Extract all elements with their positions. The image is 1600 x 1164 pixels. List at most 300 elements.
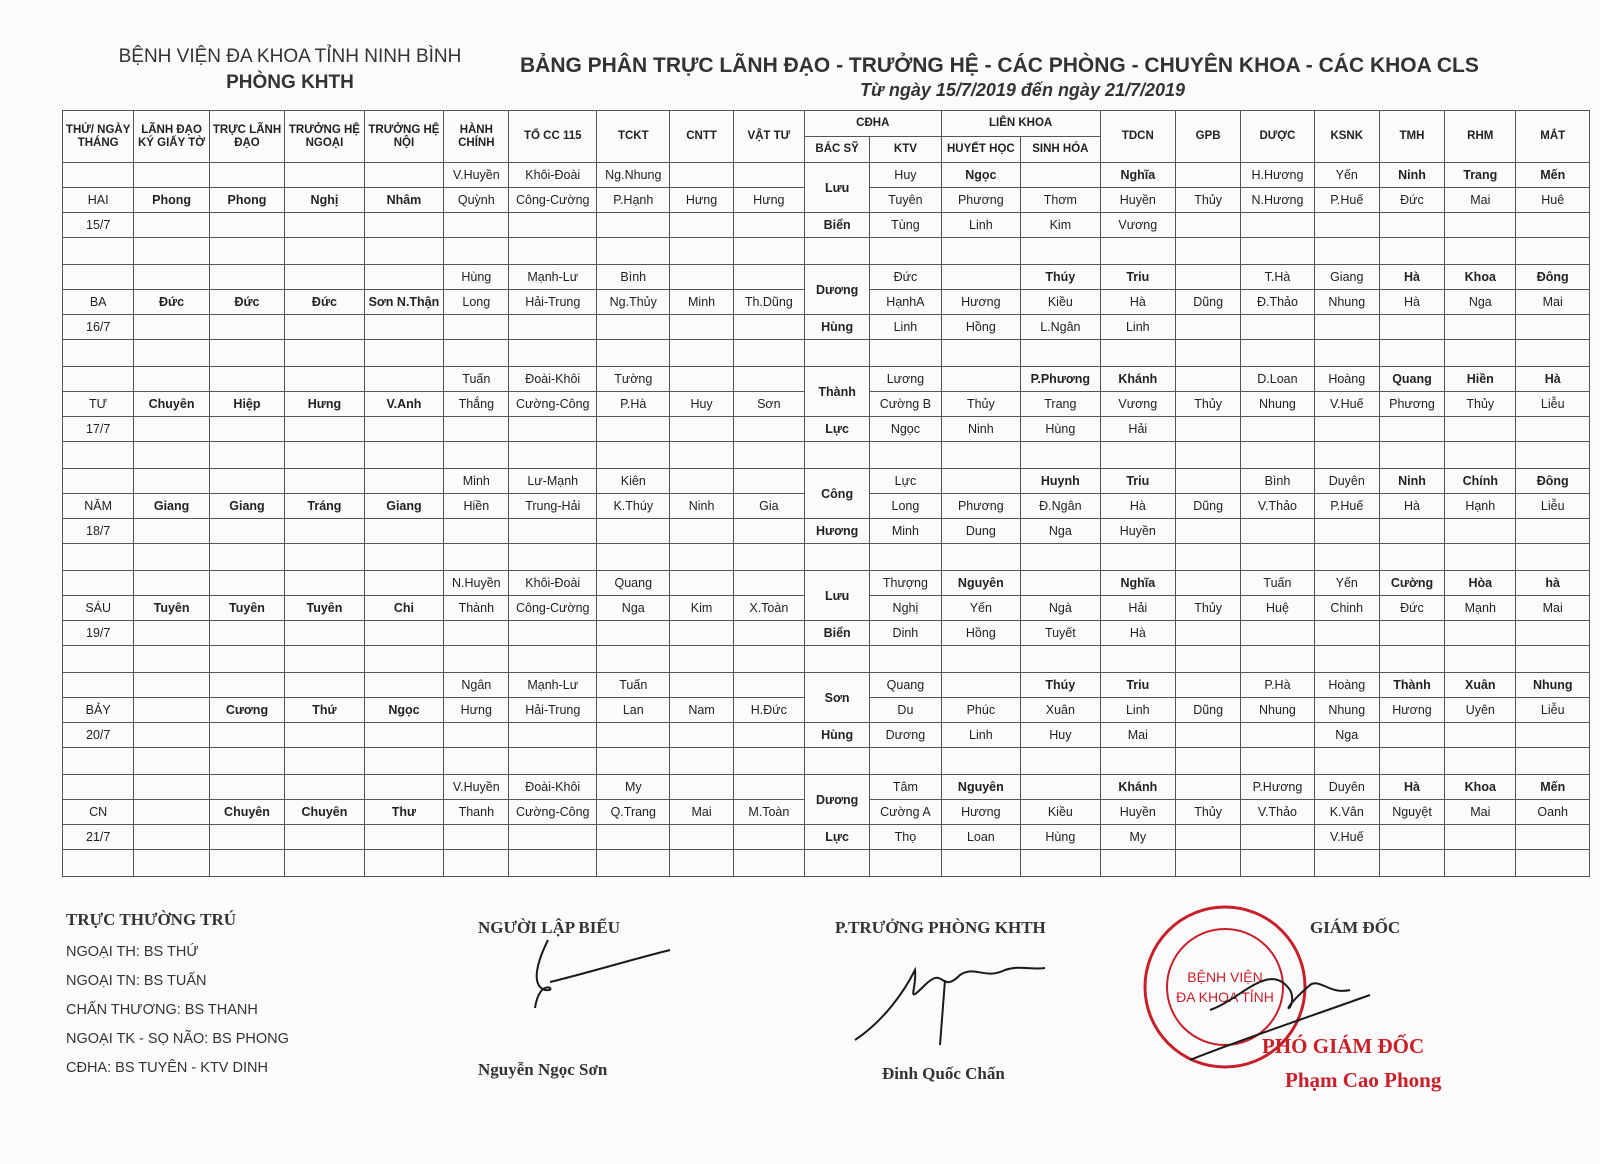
- cell-ksnk: Hoàng: [1314, 673, 1379, 698]
- cell-tdcn: Khánh: [1100, 367, 1175, 392]
- cell-cc115: Đoài-Khôi: [509, 775, 597, 800]
- cell-internal-head: [364, 238, 444, 265]
- cell-gpb: Thủy: [1176, 188, 1241, 213]
- cell-gpb: Thủy: [1176, 596, 1241, 621]
- cell-cdha-doctor: [805, 646, 870, 673]
- cell-gpb: [1176, 163, 1241, 188]
- cell-cntt: [670, 367, 733, 392]
- cell-admin: Quỳnh: [444, 188, 509, 213]
- cell-lab-blood: Phương: [941, 494, 1021, 519]
- cell-tmh: [1379, 723, 1444, 748]
- cell-cdha-ktv: Tùng: [870, 213, 941, 238]
- cell-leader-sign: [134, 850, 209, 877]
- cell-eye: [1516, 825, 1590, 850]
- cell-leader-sign: [134, 315, 209, 340]
- cell-gpb: [1176, 775, 1241, 800]
- table-row: [63, 213, 1590, 238]
- cell-ksnk: [1314, 519, 1379, 544]
- header-duty-leader: TRỰC LÃNH ĐẠO: [209, 111, 284, 163]
- cell-gpb: [1176, 571, 1241, 596]
- cell-cdha-ktv: Long: [870, 494, 941, 519]
- cell-internal-head: Thư: [364, 800, 444, 825]
- cell-ksnk: Hoàng: [1314, 367, 1379, 392]
- cell-supply: [733, 775, 804, 800]
- cell-ksnk: P.Huế: [1314, 188, 1379, 213]
- cell-internal-head: [364, 417, 444, 442]
- cell-eye: Liễu: [1516, 494, 1590, 519]
- table-row: [63, 163, 1590, 188]
- cell-tmh: Phương: [1379, 392, 1444, 417]
- cell-pharmacy: Nhung: [1241, 698, 1314, 723]
- cell-surgery-head: [285, 469, 365, 494]
- cell-tmh: [1379, 315, 1444, 340]
- cell-rhm: Chính: [1445, 469, 1516, 494]
- cell-cdha-ktv: Minh: [870, 519, 941, 544]
- cell-duty-leader: [209, 850, 284, 877]
- cell-lab-blood: Dung: [941, 519, 1021, 544]
- day-date: 16/7: [63, 315, 134, 340]
- cell-rhm: [1445, 519, 1516, 544]
- cell-tckt: [597, 213, 670, 238]
- cell-supply: [733, 213, 804, 238]
- cell-admin: [444, 748, 509, 775]
- cell-rhm: [1445, 621, 1516, 646]
- cell-tckt: Tường: [597, 367, 670, 392]
- cell-internal-head: V.Anh: [364, 392, 444, 417]
- table-row: [63, 673, 1590, 698]
- cell-supply: [733, 367, 804, 392]
- cell-cntt: [670, 442, 733, 469]
- cell-lab-blood: Hương: [941, 290, 1021, 315]
- day-cell: [63, 367, 134, 392]
- cell-lab-blood: Thủy: [941, 392, 1021, 417]
- table-row: [63, 238, 1590, 265]
- day-cell: [63, 163, 134, 188]
- day-cell: [63, 238, 134, 265]
- cell-internal-head: [364, 850, 444, 877]
- cell-ksnk: [1314, 238, 1379, 265]
- cell-cdha-ktv: [870, 544, 941, 571]
- cell-admin: [444, 519, 509, 544]
- cell-lab-blood: Phúc: [941, 698, 1021, 723]
- preparer-signature: [520, 930, 680, 1030]
- cell-lab-biochem: Đ.Ngân: [1021, 494, 1101, 519]
- cell-supply: [733, 850, 804, 877]
- preparer-title: NGƯỜI LẬP BIỂU: [478, 918, 621, 937]
- cell-supply: H.Đức: [733, 698, 804, 723]
- resident-line: CHẤN THƯƠNG: BS THANH: [66, 1002, 258, 1018]
- cell-rhm: [1445, 238, 1516, 265]
- cell-pharmacy: [1241, 825, 1314, 850]
- cell-cdha-ktv: Quang: [870, 673, 941, 698]
- cell-tmh: Ninh: [1379, 163, 1444, 188]
- cell-cc115: Hải-Trung: [509, 698, 597, 723]
- cell-gpb: [1176, 673, 1241, 698]
- cell-cdha-doctor: [805, 748, 870, 775]
- cell-tmh: Quang: [1379, 367, 1444, 392]
- cell-supply: M.Toàn: [733, 800, 804, 825]
- cell-admin: Hùng: [444, 265, 509, 290]
- header-tckt: TCKT: [597, 111, 670, 163]
- header-pharmacy: DƯỢC: [1241, 111, 1314, 163]
- cell-eye: [1516, 213, 1590, 238]
- header-tdcn: TDCN: [1100, 111, 1175, 163]
- cell-pharmacy: [1241, 519, 1314, 544]
- cell-leader-sign: Tuyên: [134, 596, 209, 621]
- cell-lab-biochem: Kiều: [1021, 290, 1101, 315]
- cell-pharmacy: [1241, 621, 1314, 646]
- cell-eye: [1516, 850, 1590, 877]
- cell-pharmacy: Huệ: [1241, 596, 1314, 621]
- day-cell: [63, 265, 134, 290]
- cell-lab-blood: Hồng: [941, 315, 1021, 340]
- cell-cntt: [670, 265, 733, 290]
- cell-tmh: [1379, 519, 1444, 544]
- cell-admin: [444, 315, 509, 340]
- cell-tdcn: [1100, 238, 1175, 265]
- cell-admin: Ngân: [444, 673, 509, 698]
- cell-tdcn: Nghĩa: [1100, 571, 1175, 596]
- cell-eye: Liễu: [1516, 392, 1590, 417]
- cell-tdcn: [1100, 544, 1175, 571]
- cell-cdha-ktv: Đức: [870, 265, 941, 290]
- header-lab-blood: HUYẾT HỌC: [941, 137, 1021, 163]
- cell-duty-leader: [209, 673, 284, 698]
- day-cell: [63, 340, 134, 367]
- cell-tdcn: My: [1100, 825, 1175, 850]
- cell-leader-sign: [134, 748, 209, 775]
- cell-eye: Hà: [1516, 367, 1590, 392]
- cell-rhm: Xuân: [1445, 673, 1516, 698]
- cell-rhm: Thủy: [1445, 392, 1516, 417]
- cell-cdha-ktv: Ngọc: [870, 417, 941, 442]
- cell-duty-leader: Giang: [209, 494, 284, 519]
- cell-admin: Thành: [444, 596, 509, 621]
- cell-pharmacy: [1241, 850, 1314, 877]
- cell-cc115: [509, 621, 597, 646]
- cell-lab-blood: [941, 673, 1021, 698]
- cell-internal-head: [364, 469, 444, 494]
- cell-internal-head: [364, 340, 444, 367]
- cell-duty-leader: [209, 544, 284, 571]
- cell-internal-head: [364, 825, 444, 850]
- header-lab-biochem: SINH HÓA: [1021, 137, 1101, 163]
- day-cell: [63, 850, 134, 877]
- cell-cc115: Công-Cường: [509, 188, 597, 213]
- table-row: [63, 367, 1590, 392]
- cell-internal-head: [364, 544, 444, 571]
- cell-admin: [444, 442, 509, 469]
- cell-lab-blood: Yến: [941, 596, 1021, 621]
- cell-cdha-ktv: Tâm: [870, 775, 941, 800]
- cell-eye: Đông: [1516, 265, 1590, 290]
- resident-line: NGOẠI TN: BS TUẤN: [66, 973, 207, 989]
- cell-cc115: [509, 238, 597, 265]
- cell-cdha-doctor: Dương: [805, 775, 870, 825]
- cell-ksnk: V.Huế: [1314, 392, 1379, 417]
- cell-leader-sign: [134, 673, 209, 698]
- cell-cntt: Ninh: [670, 494, 733, 519]
- cell-cc115: Cường-Công: [509, 800, 597, 825]
- svg-text:ĐA KHOA TỈNH: ĐA KHOA TỈNH: [1176, 989, 1274, 1005]
- cell-cc115: Lư-Mạnh: [509, 469, 597, 494]
- cell-cdha-ktv: [870, 340, 941, 367]
- cell-admin: [444, 723, 509, 748]
- cell-lab-biochem: Kim: [1021, 213, 1101, 238]
- cell-rhm: [1445, 315, 1516, 340]
- cell-rhm: Trang: [1445, 163, 1516, 188]
- cell-cdha-ktv: Cường A: [870, 800, 941, 825]
- cell-eye: [1516, 315, 1590, 340]
- table-row: [63, 315, 1590, 340]
- cell-ksnk: Nhung: [1314, 290, 1379, 315]
- cell-lab-blood: Phương: [941, 188, 1021, 213]
- cell-cntt: [670, 315, 733, 340]
- day-name: BA: [63, 290, 134, 315]
- header-cdha-ktv: KTV: [870, 137, 941, 163]
- cell-tckt: K.Thúy: [597, 494, 670, 519]
- cell-lab-blood: [941, 748, 1021, 775]
- cell-leader-sign: [134, 698, 209, 723]
- cell-gpb: Dũng: [1176, 494, 1241, 519]
- cell-cdha-ktv: Nghị: [870, 596, 941, 621]
- cell-rhm: Uyên: [1445, 698, 1516, 723]
- cell-cc115: Công-Cường: [509, 596, 597, 621]
- cell-gpb: [1176, 417, 1241, 442]
- cell-rhm: Mạnh: [1445, 596, 1516, 621]
- cell-leader-sign: Phong: [134, 188, 209, 213]
- cell-tmh: [1379, 646, 1444, 673]
- cell-admin: [444, 238, 509, 265]
- cell-surgery-head: Tuyên: [285, 596, 365, 621]
- cell-supply: [733, 163, 804, 188]
- cell-lab-biochem: Nga: [1021, 519, 1101, 544]
- cell-duty-leader: [209, 825, 284, 850]
- cell-pharmacy: [1241, 213, 1314, 238]
- cell-cc115: [509, 315, 597, 340]
- cell-cdha-ktv: Tuyên: [870, 188, 941, 213]
- cell-tdcn: [1100, 748, 1175, 775]
- cell-cntt: [670, 238, 733, 265]
- cell-tdcn: Huyền: [1100, 519, 1175, 544]
- header-ksnk: KSNK: [1314, 111, 1379, 163]
- cell-tdcn: Huyền: [1100, 800, 1175, 825]
- cell-eye: [1516, 238, 1590, 265]
- cell-tckt: [597, 340, 670, 367]
- cell-tmh: [1379, 825, 1444, 850]
- cell-surgery-head: [285, 519, 365, 544]
- cell-cntt: Nam: [670, 698, 733, 723]
- cell-tdcn: [1100, 340, 1175, 367]
- schedule-body: [63, 163, 1590, 877]
- cell-cdha-ktv: Thượng: [870, 571, 941, 596]
- vice-director-name: Phạm Cao Phong: [1285, 1068, 1442, 1092]
- cell-leader-sign: [134, 800, 209, 825]
- cell-gpb: [1176, 621, 1241, 646]
- cell-lab-blood: Nguyên: [941, 571, 1021, 596]
- cell-surgery-head: [285, 775, 365, 800]
- cell-ksnk: V.Huế: [1314, 825, 1379, 850]
- table-row: [63, 519, 1590, 544]
- cell-gpb: Dũng: [1176, 698, 1241, 723]
- cell-lab-blood: [941, 646, 1021, 673]
- cell-gpb: [1176, 850, 1241, 877]
- day-name: NĂM: [63, 494, 134, 519]
- cell-internal-head: [364, 367, 444, 392]
- cell-cdha-ktv: [870, 748, 941, 775]
- cell-tdcn: Vương: [1100, 392, 1175, 417]
- cell-rhm: Nga: [1445, 290, 1516, 315]
- cell-supply: [733, 723, 804, 748]
- cell-leader-sign: [134, 646, 209, 673]
- resident-title: TRỰC THƯỜNG TRÚ: [66, 910, 237, 929]
- cell-rhm: [1445, 417, 1516, 442]
- cell-lab-biochem: [1021, 442, 1101, 469]
- cell-cc115: [509, 646, 597, 673]
- cell-leader-sign: [134, 417, 209, 442]
- day-cell: [63, 775, 134, 800]
- cell-duty-leader: Phong: [209, 188, 284, 213]
- cell-tmh: [1379, 340, 1444, 367]
- cell-admin: [444, 213, 509, 238]
- cell-cntt: [670, 723, 733, 748]
- cell-cdha-ktv: [870, 646, 941, 673]
- cell-ksnk: Nga: [1314, 723, 1379, 748]
- cell-tckt: [597, 825, 670, 850]
- cell-duty-leader: [209, 417, 284, 442]
- cell-supply: Hưng: [733, 188, 804, 213]
- cell-lab-biochem: P.Phương: [1021, 367, 1101, 392]
- cell-eye: Mến: [1516, 775, 1590, 800]
- cell-leader-sign: [134, 163, 209, 188]
- cell-duty-leader: [209, 340, 284, 367]
- cell-pharmacy: [1241, 748, 1314, 775]
- cell-ksnk: [1314, 417, 1379, 442]
- cell-tckt: Lan: [597, 698, 670, 723]
- cell-lab-biochem: Hùng: [1021, 417, 1101, 442]
- cell-supply: [733, 417, 804, 442]
- cell-cdha-doctor: [805, 544, 870, 571]
- cell-tmh: [1379, 213, 1444, 238]
- cell-leader-sign: [134, 340, 209, 367]
- cell-gpb: [1176, 723, 1241, 748]
- cell-cc115: Trung-Hải: [509, 494, 597, 519]
- cell-eye: Mai: [1516, 290, 1590, 315]
- cell-cntt: [670, 571, 733, 596]
- day-date: 21/7: [63, 825, 134, 850]
- cell-gpb: [1176, 748, 1241, 775]
- header-internal-head: TRƯỞNG HỆ NỘI: [364, 111, 444, 163]
- cell-cc115: Khôi-Đoài: [509, 571, 597, 596]
- cell-admin: [444, 417, 509, 442]
- cell-rhm: Khoa: [1445, 265, 1516, 290]
- cell-cntt: [670, 850, 733, 877]
- cell-surgery-head: [285, 213, 365, 238]
- cell-pharmacy: [1241, 417, 1314, 442]
- cell-gpb: [1176, 265, 1241, 290]
- cell-cc115: [509, 519, 597, 544]
- cell-tmh: [1379, 850, 1444, 877]
- cell-pharmacy: [1241, 315, 1314, 340]
- header-tmh: TMH: [1379, 111, 1444, 163]
- cell-duty-leader: [209, 571, 284, 596]
- cell-cdha-ktv: Thọ: [870, 825, 941, 850]
- cell-supply: Sơn: [733, 392, 804, 417]
- cell-surgery-head: [285, 825, 365, 850]
- cell-lab-biochem: Xuân: [1021, 698, 1101, 723]
- day-date: 17/7: [63, 417, 134, 442]
- cell-internal-head: [364, 748, 444, 775]
- cell-eye: Mến: [1516, 163, 1590, 188]
- header-lab: LIÊN KHOA: [941, 111, 1100, 137]
- table-row: [63, 723, 1590, 748]
- cell-supply: Th.Dũng: [733, 290, 804, 315]
- table-row: [63, 417, 1590, 442]
- cell-cntt: Kim: [670, 596, 733, 621]
- cell-internal-head: [364, 442, 444, 469]
- cell-cdha-ktv: Cường B: [870, 392, 941, 417]
- cell-ksnk: [1314, 748, 1379, 775]
- cell-duty-leader: [209, 265, 284, 290]
- cell-admin: V.Huyền: [444, 775, 509, 800]
- cell-lab-blood: [941, 442, 1021, 469]
- cell-ksnk: Giang: [1314, 265, 1379, 290]
- cell-cc115: [509, 825, 597, 850]
- cell-eye: [1516, 519, 1590, 544]
- cell-tckt: Tuấn: [597, 673, 670, 698]
- cell-ksnk: [1314, 544, 1379, 571]
- cell-eye: [1516, 723, 1590, 748]
- cell-eye: [1516, 340, 1590, 367]
- cell-tmh: Hà: [1379, 290, 1444, 315]
- schedule-title: BẢNG PHÂN TRỰC LÃNH ĐẠO - TRƯỞNG HỆ - CÁC PHÒNG - CHUYÊN KHOA - CÁC KHOA CLS: [520, 54, 1479, 77]
- cell-internal-head: [364, 646, 444, 673]
- cell-leader-sign: [134, 621, 209, 646]
- cell-surgery-head: [285, 367, 365, 392]
- cell-cdha-doctor: Biển: [805, 213, 870, 238]
- cell-leader-sign: Đức: [134, 290, 209, 315]
- cell-pharmacy: P.Hà: [1241, 673, 1314, 698]
- cell-gpb: Thủy: [1176, 800, 1241, 825]
- cell-duty-leader: [209, 367, 284, 392]
- cell-leader-sign: [134, 213, 209, 238]
- cell-internal-head: [364, 571, 444, 596]
- cell-ksnk: Duyên: [1314, 469, 1379, 494]
- cell-lab-blood: [941, 367, 1021, 392]
- cell-gpb: [1176, 442, 1241, 469]
- cell-tmh: Cường: [1379, 571, 1444, 596]
- cell-internal-head: [364, 265, 444, 290]
- cell-cdha-ktv: [870, 238, 941, 265]
- cell-supply: [733, 442, 804, 469]
- cell-gpb: Thủy: [1176, 392, 1241, 417]
- cell-cntt: [670, 163, 733, 188]
- cell-tckt: My: [597, 775, 670, 800]
- cell-rhm: [1445, 442, 1516, 469]
- cell-internal-head: Giang: [364, 494, 444, 519]
- cell-surgery-head: [285, 265, 365, 290]
- cell-cdha-ktv: HạnhA: [870, 290, 941, 315]
- cell-rhm: [1445, 646, 1516, 673]
- cell-tdcn: Linh: [1100, 698, 1175, 723]
- cell-cdha-doctor: Biển: [805, 621, 870, 646]
- cell-tmh: [1379, 238, 1444, 265]
- cell-cc115: Mạnh-Lư: [509, 673, 597, 698]
- cell-lab-blood: [941, 265, 1021, 290]
- cell-surgery-head: Tráng: [285, 494, 365, 519]
- cell-supply: [733, 748, 804, 775]
- cell-gpb: [1176, 544, 1241, 571]
